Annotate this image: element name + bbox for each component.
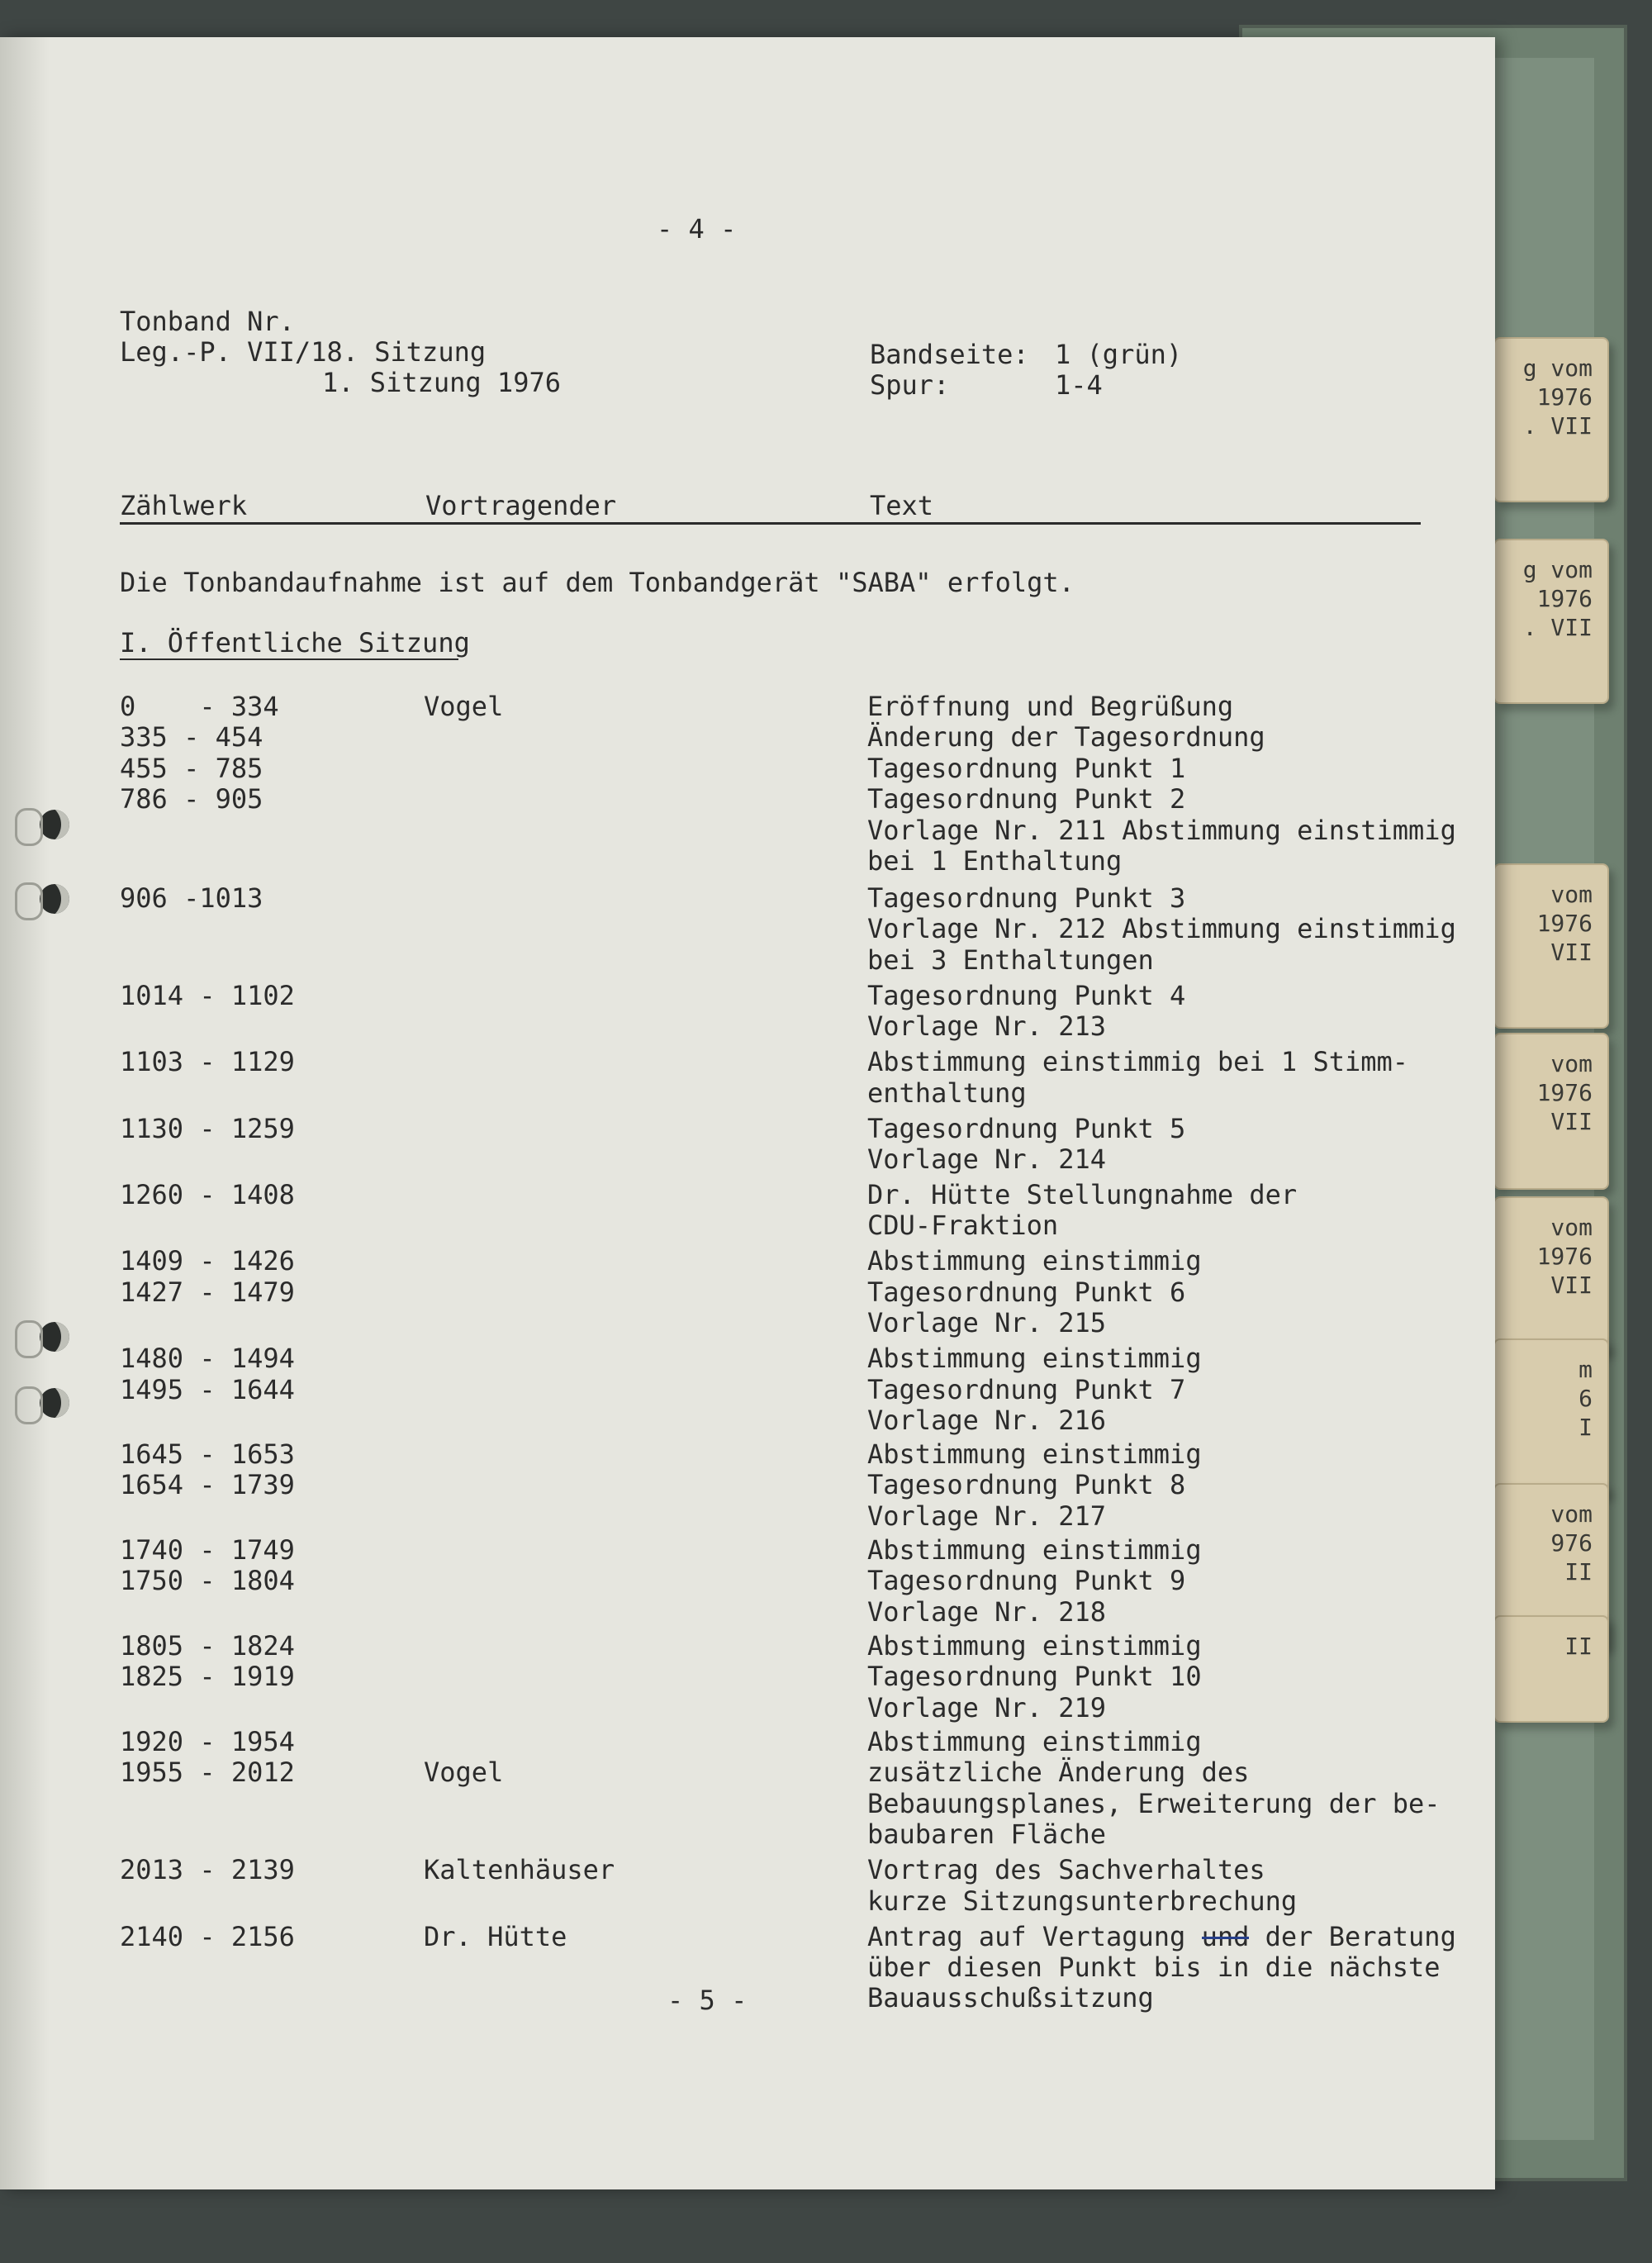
section-title: I. Öffentliche Sitzung	[120, 627, 470, 658]
row-text-line: Vorlage Nr. 219	[867, 1691, 1106, 1723]
page-number-top: - 4 -	[657, 213, 737, 245]
row-text-line: Tagesordnung Punkt 10	[867, 1661, 1202, 1693]
column-header-speaker: Vortragender	[425, 490, 617, 521]
row-text-line: Tagesordnung Punkt 1	[867, 752, 1186, 784]
row-text-line: Vorlage Nr. 218	[867, 1595, 1106, 1628]
index-tab: vom 1976 VII	[1493, 1033, 1609, 1190]
column-header-counter: Zählwerk	[120, 490, 248, 521]
row-text-line: Abstimmung einstimmig	[867, 1438, 1202, 1471]
section-title-underline	[120, 658, 458, 660]
row-speaker: Vogel	[424, 1757, 504, 1789]
row-text-line: CDU-Fraktion	[867, 1210, 1059, 1242]
page-number-bottom: - 5 -	[667, 1985, 748, 2016]
index-tab: g vom 1976 . VII	[1493, 337, 1609, 502]
column-header-text: Text	[870, 490, 934, 521]
row-text-line: Vorlage Nr. 212 Abstimmung einstimmig	[867, 913, 1456, 945]
index-tab: vom 1976 VII	[1493, 1196, 1609, 1353]
row-counter: 2140 - 2156	[120, 1920, 295, 1952]
row-text-line: Vortrag des Sachverhaltes	[867, 1854, 1265, 1886]
struck-word: und	[1201, 1920, 1250, 1952]
row-text-line: Antrag auf Vertagung und der Beratung	[867, 1920, 1456, 1952]
track-value: 1-4	[1055, 369, 1103, 401]
row-counter: 2013 - 2139	[120, 1854, 295, 1886]
row-text-line: Tagesordnung Punkt 8	[867, 1469, 1186, 1501]
session-line-2: 1. Sitzung 1976	[322, 367, 561, 398]
row-text-line: Tagesordnung Punkt 4	[867, 979, 1186, 1011]
tape-number-label: Tonband Nr.	[120, 306, 295, 337]
row-counter: 1103 - 1129	[120, 1046, 295, 1078]
row-text-line: Vorlage Nr. 217	[867, 1500, 1106, 1532]
binder-ring	[15, 882, 43, 920]
row-counter: 0 - 334	[120, 691, 279, 722]
side-value: 1 (grün)	[1055, 339, 1183, 370]
row-speaker: Dr. Hütte	[424, 1920, 567, 1952]
index-tab: m 6 I	[1493, 1338, 1609, 1495]
row-text-line: Abstimmung einstimmig	[867, 1245, 1202, 1277]
binder-ring	[15, 1320, 43, 1358]
row-text-line: baubaren Fläche	[867, 1818, 1106, 1851]
row-counter: 1427 - 1479	[120, 1276, 295, 1308]
row-text-line: Tagesordnung Punkt 6	[867, 1276, 1186, 1308]
row-counter: 1409 - 1426	[120, 1245, 295, 1277]
punch-hole	[40, 1388, 69, 1418]
row-text-line: bei 1 Enthaltung	[867, 845, 1123, 877]
punch-hole	[40, 810, 69, 839]
row-counter: 906 -1013	[120, 882, 263, 914]
row-text-line: Abstimmung einstimmig	[867, 1725, 1202, 1757]
row-text-line: Abstimmung einstimmig	[867, 1343, 1202, 1375]
row-counter: 1955 - 2012	[120, 1757, 295, 1789]
punch-hole	[40, 884, 69, 914]
index-tab: vom 1976 VII	[1493, 863, 1609, 1029]
row-text-line: bei 3 Enthaltungen	[867, 944, 1154, 976]
row-text-line: Vorlage Nr. 215	[867, 1307, 1106, 1339]
row-speaker: Vogel	[424, 691, 504, 722]
row-counter: 335 - 454	[120, 721, 263, 754]
row-text-line: Tagesordnung Punkt 3	[867, 882, 1186, 914]
row-counter: 1014 - 1102	[120, 979, 295, 1011]
side-label: Bandseite:	[870, 339, 1029, 370]
row-text-line: Vorlage Nr. 211 Abstimmung einstimmig	[867, 814, 1456, 846]
row-text-line: Änderung der Tagesordnung	[867, 721, 1265, 754]
punch-hole	[40, 1322, 69, 1352]
row-counter: 786 - 905	[120, 783, 263, 815]
row-text-line: Abstimmung einstimmig	[867, 1534, 1202, 1567]
row-text-line: Bauausschußsitzung	[867, 1982, 1154, 2014]
session-line-1: Leg.-P. VII/18. Sitzung	[120, 336, 487, 368]
row-counter: 1805 - 1824	[120, 1629, 295, 1662]
row-counter: 1480 - 1494	[120, 1343, 295, 1375]
row-text-line: Vorlage Nr. 216	[867, 1404, 1106, 1436]
row-text-line: Bebauungsplanes, Erweiterung der be-	[867, 1787, 1441, 1819]
row-text-line: Tagesordnung Punkt 5	[867, 1112, 1186, 1144]
row-counter: 1920 - 1954	[120, 1725, 295, 1757]
row-text-line: Vorlage Nr. 214	[867, 1143, 1106, 1175]
row-counter: 1495 - 1644	[120, 1373, 295, 1405]
row-counter: 1750 - 1804	[120, 1565, 295, 1597]
page-fold-shadow	[0, 37, 50, 2189]
row-text-line: Abstimmung einstimmig bei 1 Stimm-	[867, 1046, 1409, 1078]
index-tab: vom 976 II	[1493, 1483, 1609, 1648]
row-counter: 1645 - 1653	[120, 1438, 295, 1471]
row-counter: 1130 - 1259	[120, 1112, 295, 1144]
row-counter: 1825 - 1919	[120, 1661, 295, 1693]
row-text-line: Abstimmung einstimmig	[867, 1629, 1202, 1662]
row-counter: 455 - 785	[120, 752, 263, 784]
track-label: Spur:	[870, 369, 950, 401]
row-counter: 1260 - 1408	[120, 1178, 295, 1210]
row-text-line: Tagesordnung Punkt 9	[867, 1565, 1186, 1597]
index-tab: g vom 1976 . VII	[1493, 539, 1609, 704]
index-tab: II	[1493, 1615, 1609, 1723]
row-speaker: Kaltenhäuser	[424, 1854, 615, 1886]
row-text-line: kurze Sitzungsunterbrechung	[867, 1885, 1298, 1917]
binder-ring	[15, 808, 43, 846]
row-text-line: Eröffnung und Begrüßung	[867, 691, 1234, 722]
row-text-line: zusätzliche Änderung des	[867, 1757, 1250, 1789]
row-counter: 1740 - 1749	[120, 1534, 295, 1567]
header-rule	[120, 522, 1421, 525]
row-text-line: über diesen Punkt bis in die nächste	[867, 1951, 1441, 1983]
intro-text: Die Tonbandaufnahme ist auf dem Tonbandgerät "SABA" erfolgt.	[120, 567, 1075, 598]
row-text-line: Tagesordnung Punkt 2	[867, 783, 1186, 815]
binder-ring	[15, 1386, 43, 1424]
row-text-line: enthaltung	[867, 1077, 1027, 1109]
row-text-line: Vorlage Nr. 213	[867, 1010, 1106, 1043]
row-text-line: Dr. Hütte Stellungnahme der	[867, 1178, 1298, 1210]
row-text-line: Tagesordnung Punkt 7	[867, 1373, 1186, 1405]
row-counter: 1654 - 1739	[120, 1469, 295, 1501]
